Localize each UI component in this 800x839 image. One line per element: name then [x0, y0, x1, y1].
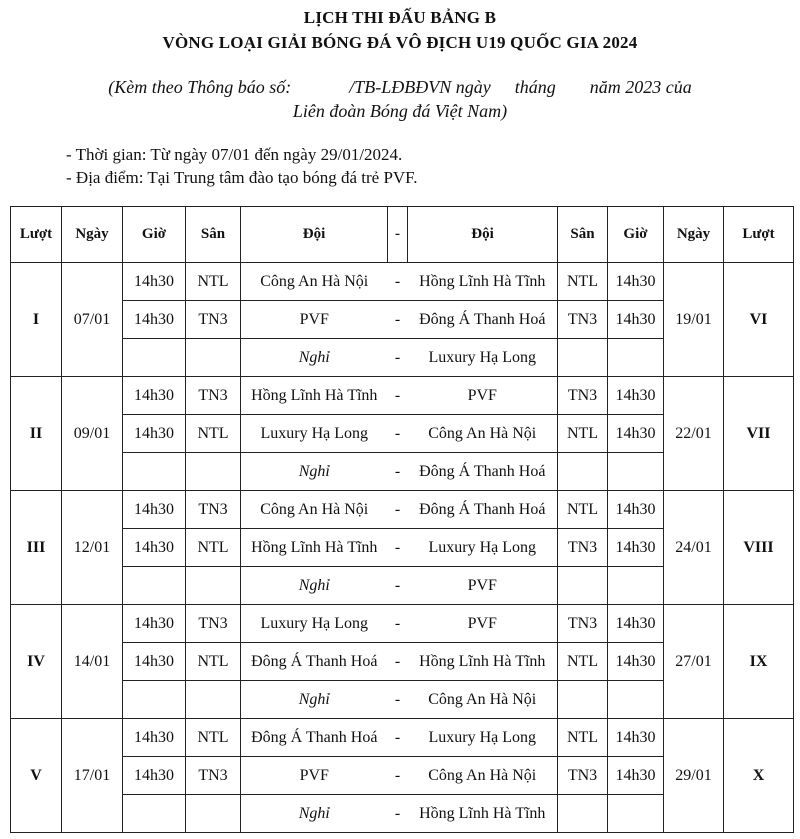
venue-right: TN3	[558, 377, 608, 415]
resting-team: Công An Hà Nội	[408, 681, 558, 719]
time-left: 14h30	[123, 605, 186, 643]
header-date-right: Ngày	[664, 207, 724, 263]
away-team: Đông Á Thanh Hoá	[408, 491, 558, 529]
time-info: - Thời gian: Từ ngày 07/01 đến ngày 29/01/2024.	[66, 145, 403, 164]
time-left: 14h30	[123, 719, 186, 757]
rest-label: Nghỉ	[241, 681, 388, 719]
round-right: X	[724, 719, 794, 833]
time-left: 14h30	[123, 415, 186, 453]
round-right: VI	[724, 263, 794, 377]
table-header-row	[11, 207, 794, 263]
header-round-right: Lượt	[724, 207, 794, 263]
date-left: 14/01	[62, 605, 123, 719]
resting-team: Đông Á Thanh Hoá	[408, 453, 558, 491]
venue-left: TN3	[186, 377, 241, 415]
venue-left	[186, 681, 241, 719]
attachment-note-part2: /TB-LĐBĐVN ngày	[349, 77, 491, 97]
away-team: Hồng Lĩnh Hà Tĩnh	[408, 643, 558, 681]
time-left: 14h30	[123, 643, 186, 681]
table-row	[11, 605, 794, 643]
attachment-note	[0, 75, 800, 99]
venue-left: NTL	[186, 263, 241, 301]
time-right	[608, 339, 664, 377]
match-dash: -	[388, 377, 408, 415]
header-team-right: Đội	[408, 207, 558, 263]
document-title: LỊCH THI ĐẤU BẢNG B	[303, 8, 497, 27]
home-team: Hồng Lĩnh Hà Tĩnh	[241, 529, 388, 567]
header-venue-right: Sân	[558, 207, 608, 263]
venue-right: NTL	[558, 719, 608, 757]
resting-team: Hồng Lĩnh Hà Tĩnh	[408, 795, 558, 833]
time-right: 14h30	[608, 719, 664, 757]
rest-label: Nghỉ	[241, 795, 388, 833]
venue-left: TN3	[186, 491, 241, 529]
rest-label: Nghỉ	[241, 567, 388, 605]
round-left: IV	[11, 605, 62, 719]
match-dash: -	[388, 795, 408, 833]
venue-right	[558, 567, 608, 605]
round-right: IX	[724, 605, 794, 719]
home-team: PVF	[241, 301, 388, 339]
time-left: 14h30	[123, 377, 186, 415]
header-team-left: Đội	[241, 207, 388, 263]
time-left: 14h30	[123, 757, 186, 795]
time-right: 14h30	[608, 605, 664, 643]
home-team: Đông Á Thanh Hoá	[241, 719, 388, 757]
away-team: PVF	[408, 377, 558, 415]
venue-left: NTL	[186, 719, 241, 757]
resting-team: PVF	[408, 567, 558, 605]
home-team: Đông Á Thanh Hoá	[241, 643, 388, 681]
date-right: 27/01	[664, 605, 724, 719]
table-row	[11, 377, 794, 415]
date-right: 19/01	[664, 263, 724, 377]
venue-right: TN3	[558, 301, 608, 339]
home-team: Luxury Hạ Long	[241, 415, 388, 453]
venue-right: NTL	[558, 415, 608, 453]
table-row	[11, 719, 794, 757]
time-left	[123, 681, 186, 719]
header-round-left: Lượt	[11, 207, 62, 263]
away-team: Công An Hà Nội	[408, 415, 558, 453]
away-team: Luxury Hạ Long	[408, 529, 558, 567]
date-left: 17/01	[62, 719, 123, 833]
match-dash: -	[388, 605, 408, 643]
venue-left: NTL	[186, 415, 241, 453]
venue-left: TN3	[186, 605, 241, 643]
venue-right: TN3	[558, 605, 608, 643]
away-team: Công An Hà Nội	[408, 757, 558, 795]
time-right	[608, 795, 664, 833]
time-left	[123, 795, 186, 833]
match-dash: -	[388, 757, 408, 795]
match-dash: -	[388, 301, 408, 339]
time-right	[608, 567, 664, 605]
venue-left: TN3	[186, 757, 241, 795]
time-right: 14h30	[608, 377, 664, 415]
match-dash: -	[388, 415, 408, 453]
issuer-line: Liên đoàn Bóng đá Việt Nam)	[292, 101, 508, 121]
time-right: 14h30	[608, 263, 664, 301]
venue-right: NTL	[558, 491, 608, 529]
match-dash: -	[388, 567, 408, 605]
time-right: 14h30	[608, 491, 664, 529]
home-team: Công An Hà Nội	[241, 491, 388, 529]
time-left: 14h30	[123, 491, 186, 529]
venue-right: TN3	[558, 757, 608, 795]
home-team: Hồng Lĩnh Hà Tĩnh	[241, 377, 388, 415]
date-right: 29/01	[664, 719, 724, 833]
time-left: 14h30	[123, 263, 186, 301]
date-left: 07/01	[62, 263, 123, 377]
schedule-table	[10, 206, 794, 833]
time-left	[123, 567, 186, 605]
time-right: 14h30	[608, 643, 664, 681]
home-team: Công An Hà Nội	[241, 263, 388, 301]
time-left: 14h30	[123, 529, 186, 567]
place-info: - Địa điểm: Tại Trung tâm đào tạo bóng đá trẻ PVF.	[66, 168, 418, 187]
away-team: Hồng Lĩnh Hà Tĩnh	[408, 263, 558, 301]
venue-left: NTL	[186, 643, 241, 681]
time-right	[608, 681, 664, 719]
date-right: 22/01	[664, 377, 724, 491]
round-left: II	[11, 377, 62, 491]
venue-left: NTL	[186, 529, 241, 567]
venue-right	[558, 339, 608, 377]
time-right: 14h30	[608, 529, 664, 567]
match-dash: -	[388, 339, 408, 377]
match-dash: -	[388, 529, 408, 567]
venue-right: NTL	[558, 263, 608, 301]
time-right: 14h30	[608, 301, 664, 339]
match-dash: -	[388, 643, 408, 681]
document-subtitle: VÒNG LOẠI GIẢI BÓNG ĐÁ VÔ ĐỊCH U19 QUỐC GIA 2024	[162, 33, 638, 52]
match-dash: -	[388, 719, 408, 757]
round-right: VII	[724, 377, 794, 491]
match-dash: -	[388, 491, 408, 529]
round-left: III	[11, 491, 62, 605]
away-team: PVF	[408, 605, 558, 643]
table-row	[11, 263, 794, 301]
match-dash: -	[388, 681, 408, 719]
attachment-note-part3: tháng	[514, 77, 556, 97]
round-left: I	[11, 263, 62, 377]
venue-right	[558, 453, 608, 491]
time-left: 14h30	[123, 301, 186, 339]
rest-label: Nghỉ	[241, 453, 388, 491]
round-right: VIII	[724, 491, 794, 605]
away-team: Đông Á Thanh Hoá	[408, 301, 558, 339]
round-left: V	[11, 719, 62, 833]
match-dash: -	[388, 453, 408, 491]
header-time-right: Giờ	[608, 207, 664, 263]
header-venue-left: Sân	[186, 207, 241, 263]
venue-right: TN3	[558, 529, 608, 567]
header-date-left: Ngày	[62, 207, 123, 263]
venue-left	[186, 339, 241, 377]
table-row	[11, 491, 794, 529]
time-right	[608, 453, 664, 491]
header-time-left: Giờ	[123, 207, 186, 263]
attachment-note-part1: (Kèm theo Thông báo số:	[108, 77, 292, 97]
date-left: 12/01	[62, 491, 123, 605]
venue-right	[558, 795, 608, 833]
home-team: Luxury Hạ Long	[241, 605, 388, 643]
home-team: PVF	[241, 757, 388, 795]
header-dash: -	[388, 207, 408, 263]
time-right: 14h30	[608, 757, 664, 795]
resting-team: Luxury Hạ Long	[408, 339, 558, 377]
attachment-note-part4: năm 2023 của	[589, 77, 692, 97]
venue-left	[186, 567, 241, 605]
date-right: 24/01	[664, 491, 724, 605]
match-dash: -	[388, 263, 408, 301]
time-left	[123, 453, 186, 491]
away-team: Luxury Hạ Long	[408, 719, 558, 757]
venue-left	[186, 453, 241, 491]
time-right: 14h30	[608, 415, 664, 453]
venue-left	[186, 795, 241, 833]
rest-label: Nghỉ	[241, 339, 388, 377]
venue-right: NTL	[558, 643, 608, 681]
date-left: 09/01	[62, 377, 123, 491]
venue-left: TN3	[186, 301, 241, 339]
venue-right	[558, 681, 608, 719]
time-left	[123, 339, 186, 377]
